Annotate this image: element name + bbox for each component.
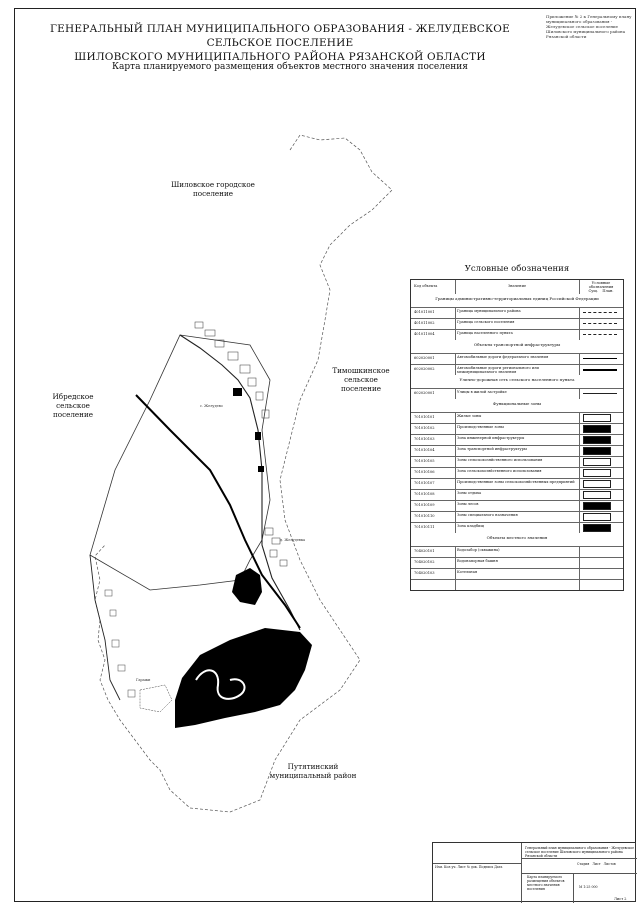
legend-row-code: 401011002 <box>414 321 435 325</box>
legend-section-title: Улично-дорожная сеть сельского населенного пункта <box>459 377 575 382</box>
legend-row-code: 701010111 <box>414 525 435 529</box>
legend-row-name: Зоны специального назначения <box>457 513 518 517</box>
garden-area-boundary <box>140 685 172 712</box>
legend-symbol-line <box>583 312 617 313</box>
label-village-south: д. Желудевка <box>280 538 306 542</box>
south-village <box>265 528 287 566</box>
legend-symbol <box>581 557 621 568</box>
legend-row-name: Зоны сельскохозяйственного использования <box>457 458 543 462</box>
legend-table <box>410 279 624 591</box>
legend-section-title: Функциональные зоны <box>492 401 542 406</box>
legend-row-name: Граница сельского поселения <box>457 320 515 324</box>
legend-symbol-swatch <box>583 458 611 466</box>
stamp-line <box>433 863 521 864</box>
legend-row-name: Граница муниципального района <box>457 309 521 313</box>
legend-symbol <box>581 500 621 511</box>
legend-symbol <box>581 423 621 434</box>
stamp-col-date: Дата <box>494 865 503 869</box>
stamp-col-list: Лист <box>457 865 466 869</box>
legend-header <box>411 280 623 295</box>
legend-symbol-swatch <box>583 447 611 455</box>
legend-row-code: 701010105 <box>414 459 435 463</box>
stamp-sheet-title: Карта планируемого размещения объектов местного значения поселения <box>527 875 565 891</box>
legend-symbol <box>581 364 621 375</box>
label-zheludevo: с. Желудево <box>200 404 223 408</box>
legend-row-code: 701010108 <box>414 492 435 496</box>
sheet-number: Лист 2 <box>614 897 627 901</box>
label-timoshkino: Тимошкинское сельское поселение <box>332 366 390 393</box>
stamp-sheets-label: Листов <box>603 862 616 866</box>
stamp-col-doc: № док. <box>466 865 478 869</box>
legend-row-code: 704020101 <box>414 549 435 553</box>
legend-section-heading <box>411 340 623 354</box>
legend-col-sym-a: Сущ. <box>588 289 598 294</box>
legend-col-sym <box>581 281 621 295</box>
legend-section-heading <box>411 399 623 413</box>
legend-section-title: Объекты местного значения <box>486 535 548 540</box>
legend-section-heading <box>411 294 623 308</box>
legend-symbol <box>581 467 621 478</box>
stamp-line <box>521 858 637 859</box>
legend-symbol-line <box>583 393 617 394</box>
legend-row-name: Зоны лесов <box>457 502 479 506</box>
legend-symbol <box>581 456 621 467</box>
industrial-zone <box>232 568 262 605</box>
legend-row-code: 602020002 <box>414 367 435 371</box>
legend-symbol <box>581 318 621 329</box>
legend-symbol-swatch <box>583 524 611 532</box>
title-line-2: ШИЛОВСКОГО МУНИЦИПАЛЬНОГО РАЙОНА РЯЗАНСКОЙ ОБЛАСТИ <box>74 51 486 63</box>
legend-row-name: Котельная <box>457 570 478 574</box>
legend-row-code: 704020103 <box>414 571 435 575</box>
stamp-col-izm: Изм. <box>435 865 444 869</box>
legend-row-name: Жилые зоны <box>457 414 482 418</box>
stamp-sheet-label: Лист <box>592 862 601 866</box>
legend-symbol-swatch <box>583 425 611 433</box>
stamp-line <box>573 873 574 903</box>
legend-row-name: Улицы в жилой застройке <box>457 390 507 394</box>
legend-col-name: Значение <box>507 284 527 288</box>
legend-row-name: Водозабор (скважина) <box>457 548 500 552</box>
approval-note: Приложение № 2 к Генеральному плану муниципального образования - Желудевское сельское поселение Шиловского муниципального района Рязанской области <box>546 14 632 39</box>
legend-row-code: 701010106 <box>414 470 435 474</box>
west-settlements <box>105 590 135 697</box>
legend-symbol-swatch <box>583 414 611 422</box>
legend-symbol-line <box>583 369 617 371</box>
title-line-1: ГЕНЕРАЛЬНЫЙ ПЛАН МУНИЦИПАЛЬНОГО ОБРАЗОВАНИЯ - ЖЕЛУДЕВСКОЕ СЕЛЬСКОЕ ПОСЕЛЕНИЕ <box>50 23 510 49</box>
legend-symbol <box>581 329 621 340</box>
legend-row-name: Зона сельскохозяйственного использования <box>457 469 542 473</box>
legend-symbol <box>581 478 621 489</box>
legend-col-sym-b: План. <box>602 289 614 294</box>
legend-row-name: Зона кладбищ <box>457 524 484 528</box>
legend-symbol <box>581 511 621 522</box>
legend-symbol-line <box>583 334 617 335</box>
stamp-col-sign: Подпись <box>478 865 494 869</box>
legend-row-name: Водонапорная башня <box>457 559 498 563</box>
legend-row-code: 701010101 <box>414 415 435 419</box>
legend-symbol-swatch <box>583 480 611 488</box>
stamp-org-text: Генеральный план муниципального образования - Желудевское сельское поселение Шиловского муниципального района Рязанской области <box>525 846 634 858</box>
legend-symbol <box>581 546 621 557</box>
legend-row-code: 701010109 <box>414 503 435 507</box>
legend-col-code: Код объекта <box>414 284 438 288</box>
legend-section-title: Объекты транспортной инфраструктуры <box>473 342 561 347</box>
label-ibredskoe: Ибредское сельское поселение <box>52 392 94 419</box>
legend-symbol <box>581 522 621 533</box>
legend-symbol <box>581 353 621 364</box>
legend-symbol <box>581 388 621 399</box>
legend-col-sym-label: Условные обозначения <box>588 281 614 290</box>
production-zone-north <box>233 388 242 396</box>
label-putyatino: Путятинский муниципальный район <box>269 762 357 780</box>
label-shilovo: Шиловское городское поселение <box>171 180 255 198</box>
legend-row-code: 701010102 <box>414 426 435 430</box>
legend-symbol-line <box>583 358 617 359</box>
legend-symbol <box>581 307 621 318</box>
legend-row-name: Автомобильные дороги федерального значения <box>457 355 549 359</box>
title-block <box>432 842 636 902</box>
legend-symbol-swatch <box>583 436 611 444</box>
forest-zone <box>175 628 312 728</box>
legend-symbol-swatch <box>583 491 611 499</box>
stamp-scale: М 1:25 000 <box>579 885 598 889</box>
legend-symbol <box>581 434 621 445</box>
legend-row-code: 602020001 <box>414 356 435 360</box>
legend-row-code: 701010104 <box>414 448 435 452</box>
legend-row-name: Граница населенного пункта <box>457 331 513 335</box>
stamp-stage-label: Стадия <box>577 862 590 866</box>
legend-row-code: 602020001 <box>414 391 435 395</box>
legend-row-name: Производственные зоны сельскохозяйственных предприятий <box>457 480 575 484</box>
legend-row-name: Автомобильные дороги регионального или межмуниципального значения <box>457 366 539 375</box>
legend-symbol-swatch <box>583 513 611 521</box>
stamp-line <box>521 873 637 874</box>
legend-row <box>411 568 623 580</box>
legend-symbol <box>581 445 621 456</box>
legend-row-code: 704020102 <box>414 560 435 564</box>
legend-symbol <box>581 412 621 423</box>
production-zone-mid <box>255 432 261 440</box>
stamp-stage <box>577 862 616 866</box>
legend-row-name: Зона инженерной инфраструктуры <box>457 436 525 440</box>
legend-section-heading <box>411 533 623 547</box>
legend-row-code: 701010110 <box>414 514 435 518</box>
production-zone-mid2 <box>258 466 264 472</box>
stamp-col-kol: Кол.уч. <box>444 865 457 869</box>
federal-road <box>136 395 300 628</box>
legend-row-code: 701010107 <box>414 481 435 485</box>
legend-section-heading <box>411 375 623 389</box>
map-subtitle: Карта планируемого размещения объектов местного значения поселения <box>112 62 468 72</box>
local-road-west <box>90 555 120 700</box>
legend-row-name: Зона транспортной инфраструктуры <box>457 447 527 451</box>
legend-row-code: 701010103 <box>414 437 435 441</box>
legend-row-code: 401011001 <box>414 310 435 314</box>
legend-symbol-swatch <box>583 469 611 477</box>
legend-row-name: Производственные зоны <box>457 425 504 429</box>
legend-symbol <box>581 489 621 500</box>
legend-symbol-line <box>583 323 617 324</box>
legend-symbol <box>581 568 621 579</box>
legend-title: Условные обозначения <box>464 264 570 274</box>
label-garden: Гаражи <box>136 678 151 682</box>
stamp-columns <box>435 865 519 869</box>
legend-row-name: Зоны отдыха <box>457 491 482 495</box>
legend-row-code: 401011004 <box>414 332 435 336</box>
legend-section-title: Границы административно-территориальных единиц Российской Федерации <box>435 296 599 301</box>
legend-symbol-swatch <box>583 502 611 510</box>
